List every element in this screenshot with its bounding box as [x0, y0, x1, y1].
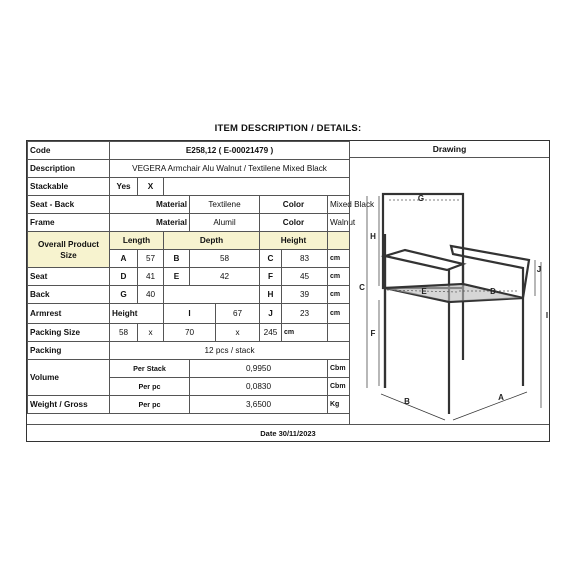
- dim-a-value: 57: [138, 250, 164, 268]
- dim-c-value: 83: [282, 250, 328, 268]
- frame-color: Walnut: [328, 214, 350, 232]
- row-overall-head: [28, 232, 350, 250]
- drawing-label-i: I: [545, 311, 549, 320]
- volume-unit-stack: Cbm: [328, 360, 350, 378]
- drawing-label-c: C: [359, 283, 365, 292]
- frame-material: Alumil: [190, 214, 260, 232]
- document-date: Date 30/11/2023: [27, 424, 549, 442]
- drawing-header: Drawing: [349, 141, 549, 158]
- seat-back-material-label: Material: [110, 196, 190, 214]
- seat-back-color: Mixed Black: [328, 196, 350, 214]
- packing-size-v1: 58: [110, 324, 138, 342]
- packing-value: 12 pcs / stack: [110, 342, 350, 360]
- per-stack-value: 0,9950: [190, 360, 328, 378]
- row-code: [28, 142, 350, 160]
- dim-f-value: 45: [282, 268, 328, 286]
- frame-color-label: Color: [260, 214, 328, 232]
- drawing-label-a: A: [498, 393, 504, 402]
- description-label: Description: [28, 160, 110, 178]
- row-stackable: [28, 178, 350, 196]
- length-label: Length: [110, 232, 164, 250]
- packing-label: Packing: [28, 342, 110, 360]
- row-frame: [28, 214, 350, 232]
- stackable-label: Stackable: [28, 178, 110, 196]
- code-value: E258,12 ( E-00021479 ): [110, 142, 350, 160]
- drawing-label-g: G: [417, 194, 425, 203]
- dim-j-value: 23: [282, 304, 328, 324]
- armrest-label: Armrest: [28, 304, 110, 324]
- chair-drawing: [350, 158, 549, 424]
- drawing-panel: [349, 158, 549, 424]
- dim-e-value: 42: [190, 268, 260, 286]
- row-back: [28, 286, 350, 304]
- dim-h-value: 39: [282, 286, 328, 304]
- row-volume-stack: [28, 360, 350, 378]
- height-label: Height: [260, 232, 328, 250]
- seat-unit: cm: [328, 268, 350, 286]
- overall-unit: cm: [328, 250, 350, 268]
- document-title: ITEM DESCRIPTION / DETAILS:: [214, 123, 362, 134]
- per-pc-value: 0,0830: [190, 378, 328, 396]
- spec-table: [27, 141, 375, 414]
- dim-c-letter: C: [260, 250, 282, 268]
- row-packing: [28, 342, 350, 360]
- dim-b-value: 58: [190, 250, 260, 268]
- volume-label: Volume: [28, 360, 110, 396]
- frame-material-label: Material: [110, 214, 190, 232]
- seat-label: Seat: [28, 268, 110, 286]
- dim-g-letter: G: [110, 286, 138, 304]
- stackable-yes: Yes: [110, 178, 138, 196]
- frame-label: Frame: [28, 214, 110, 232]
- drawing-label-b: B: [404, 397, 410, 406]
- packing-size-empty: [328, 324, 350, 342]
- seat-back-material: Textilene: [190, 196, 260, 214]
- back-label: Back: [28, 286, 110, 304]
- seat-back-color-label: Color: [260, 196, 328, 214]
- volume-unit-pc: Cbm: [328, 378, 350, 396]
- dim-b-letter: B: [164, 250, 190, 268]
- row-seat: [28, 268, 350, 286]
- stackable-mark: X: [138, 178, 164, 196]
- weight-value: 3,6500: [190, 396, 328, 414]
- code-label: Code: [28, 142, 110, 160]
- dim-i-letter: I: [164, 304, 216, 324]
- row-seat-back: [28, 196, 350, 214]
- description-value: VEGERA Armchair Alu Walnut / Textilene Mixed Black: [110, 160, 350, 178]
- packing-size-x2: x: [216, 324, 260, 342]
- stackable-empty: [164, 178, 350, 196]
- dim-h-letter: H: [260, 286, 282, 304]
- drawing-label-f: F: [370, 329, 376, 338]
- seat-back-label: Seat - Back: [28, 196, 110, 214]
- drawing-label-e: E: [421, 287, 427, 296]
- armrest-height-label: Height: [110, 304, 164, 324]
- weight-label: Weight / Gross: [28, 396, 110, 414]
- depth-label: Depth: [164, 232, 260, 250]
- packing-size-x1: x: [138, 324, 164, 342]
- armrest-unit: cm: [328, 304, 350, 324]
- packing-size-label: Packing Size: [28, 324, 110, 342]
- back-unit: cm: [328, 286, 350, 304]
- weight-unit: Kg: [328, 396, 350, 414]
- packing-size-unit: cm: [282, 324, 328, 342]
- dim-i-value: 67: [216, 304, 260, 324]
- dim-d-value: 41: [138, 268, 164, 286]
- overall-label: Overall Product Size: [28, 232, 110, 268]
- row-packing-size: [28, 324, 350, 342]
- row-weight: [28, 396, 350, 414]
- dim-e-letter: E: [164, 268, 190, 286]
- dim-f-letter: F: [260, 268, 282, 286]
- packing-size-v3: 245: [260, 324, 282, 342]
- dim-a-letter: A: [110, 250, 138, 268]
- per-pc-label: Per pc: [110, 378, 190, 396]
- per-stack-label: Per Stack: [110, 360, 190, 378]
- dim-j-letter: J: [260, 304, 282, 324]
- row-description: [28, 160, 350, 178]
- packing-size-v2: 70: [164, 324, 216, 342]
- dim-g-value: 40: [138, 286, 164, 304]
- weight-per-pc-label: Per pc: [110, 396, 190, 414]
- back-empty: [164, 286, 260, 304]
- dim-d-letter: D: [110, 268, 138, 286]
- row-armrest: [28, 304, 350, 324]
- drawing-label-j: J: [536, 265, 542, 274]
- overall-head-empty: [328, 232, 350, 250]
- drawing-label-h: H: [370, 232, 376, 241]
- drawing-label-d: D: [490, 287, 496, 296]
